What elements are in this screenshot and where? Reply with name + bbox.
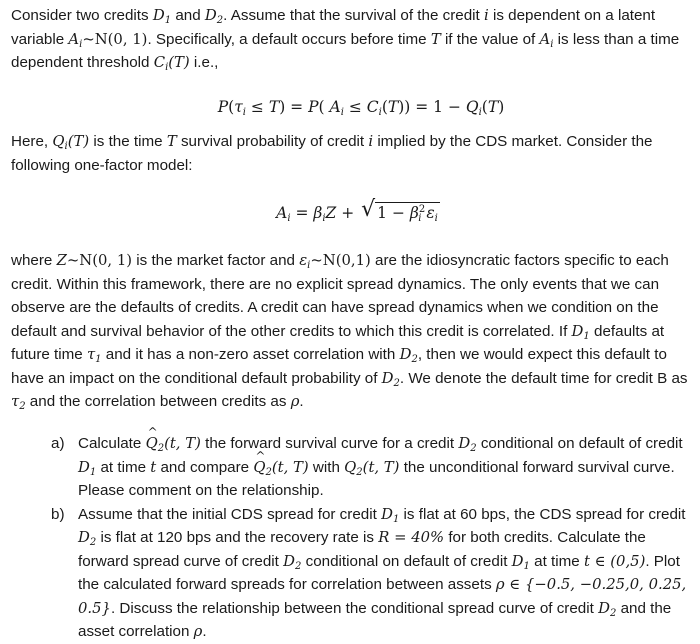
math-d1: $D_1$ (381, 505, 400, 525)
math-tau1: $\tau_1$ (86, 346, 102, 365)
text-span: . We denote the default time for credit B as (399, 369, 688, 387)
text-span: at time (534, 552, 580, 570)
text-span: . Specifically, a default occurs before time (147, 30, 427, 48)
text-span: implied by the CDS market. Consider the following one-factor model: (11, 133, 653, 174)
math-d1: $D_1$ (152, 7, 172, 26)
text-span: and compare (160, 458, 250, 476)
math-rho: ρ (290, 393, 300, 410)
text-span: and it has a non-zero asset correlation with (105, 346, 396, 363)
math-t: t (150, 458, 157, 476)
math-d2: $D_2$ (204, 7, 224, 26)
sqrt-symbol: √ $1 - \beta^2_i$ $\varepsilon_i$ (361, 197, 438, 224)
math-d1: $D_1$ (571, 322, 590, 342)
math-recovery: R = 40% (378, 529, 445, 546)
math-q2hat: ^ $Q_2(t$, T) (146, 435, 201, 452)
math-T: T (430, 30, 441, 48)
math-ci: $C_i(T)$ (153, 54, 190, 73)
list-marker: b) (51, 505, 65, 523)
intro-paragraph (11, 4, 691, 75)
text-span: is less than a time dependent threshold (11, 30, 680, 71)
text-span: . Assume that the survival of the credit (223, 7, 480, 24)
math-eps-dist: $\varepsilon_i\sim N(0,1)$ (299, 252, 371, 271)
text-span: . (299, 393, 304, 410)
math-d2: $D_2$ (598, 599, 617, 619)
text-span: the unconditional forward survival curve. Please comment on the relationship. (78, 458, 675, 499)
math-z-dist: Z~N(0, 1) (56, 252, 133, 269)
math-q2hat: ^ $Q_2(t$, T) (253, 459, 308, 476)
math-d2: $D_2$ (381, 369, 400, 389)
text-span: . (202, 623, 207, 640)
problem-document (11, 4, 691, 640)
math-rho-set: ρ ∈ {−0.5, −0.25,0, 0.25, 0.5} (78, 576, 687, 617)
text-span: and (175, 7, 201, 24)
text-span: Consider two credits (11, 7, 149, 24)
math-d2: $D_2$ (283, 552, 302, 572)
equation-one-factor-model: $A_i = \beta_iZ$ + √ $1 - \beta^2_i$ $\varepsilon_i$ (276, 197, 438, 224)
text-span: survival probability of credit (180, 133, 365, 150)
equation-default-threshold: $P(\tau_i \le T) = P$( $A_i \le C_i(T)) = 1 - Q_i(T)$ (217, 98, 505, 118)
question-list (51, 432, 691, 644)
math-d2: $D_2$ (78, 529, 97, 548)
text-span: with (312, 458, 340, 476)
math-rho: ρ (193, 623, 203, 640)
math-q2: $Q_2(t$, T) (344, 458, 400, 478)
text-span: is dependent on a latent variable (11, 7, 656, 48)
text-span: is the market factor and (136, 252, 295, 269)
text-span: conditional on default of credit (480, 435, 683, 452)
text-span: Assume that the initial CDS spread for credit (78, 505, 377, 523)
math-ai: $A_i$ (539, 30, 554, 50)
math-qi: $Q_i(T)$ (52, 133, 90, 152)
text-span: , then we would expect this default to have an impact on the conditional default probability of (11, 346, 667, 387)
text-span: is flat at 120 bps and the recovery rate is (100, 529, 375, 546)
list-marker: a) (51, 435, 65, 452)
text-span: and the asset correlation (78, 599, 672, 640)
text-span: . Plot the calculated forward spreads for correlation between assets (78, 552, 680, 593)
text-span: where (11, 252, 53, 269)
math-d1: $D_1$ (511, 552, 530, 572)
text-span: . Discuss the relationship between the conditional spread curve of credit (110, 599, 594, 617)
text-span: i.e., (193, 54, 219, 71)
text-span: the forward survival curve for a credit (205, 435, 455, 452)
text-span: defaults at future time (11, 322, 665, 363)
text-span: if the value of (444, 30, 536, 48)
text-span: for both credits. Calculate the forward spread curve of credit (78, 529, 646, 570)
math-d1: $D_1$ (78, 458, 97, 478)
question-item-a (51, 432, 691, 503)
math-d2: $D_2$ (458, 435, 477, 454)
text-span: at time (100, 458, 147, 476)
text-span: are the idiosyncratic factors specific to each credit. Within this framework, there are no explicit spread dynamics. The only events that we can observe are the defaults of credits. A credit can have spread dynamics when we condition on the default and survival behavior of the other credits to which this credit is correlated. If (11, 252, 669, 340)
survival-paragraph (11, 130, 691, 177)
text-span: Here, (11, 133, 49, 150)
text-span: Calculate (78, 435, 142, 452)
text-span: is flat at 60 bps, the CDS spread for credit (403, 505, 686, 523)
math-ai-dist: $A_i\sim N(0$, 1) (68, 30, 148, 50)
math-tau2: $\tau_2$ (11, 393, 26, 412)
text-span: and the correlation between credits as (29, 393, 287, 410)
math-t-range: t ∈ (0,5) (583, 552, 646, 570)
math-i: i (484, 7, 489, 24)
math-d2: $D_2$ (399, 346, 418, 365)
text-span: is the time (93, 133, 163, 150)
math-T: T (166, 133, 177, 150)
math-i: i (368, 133, 374, 150)
framework-paragraph (11, 249, 691, 414)
text-span: conditional on default of credit (305, 552, 508, 570)
question-item-b (51, 503, 691, 644)
